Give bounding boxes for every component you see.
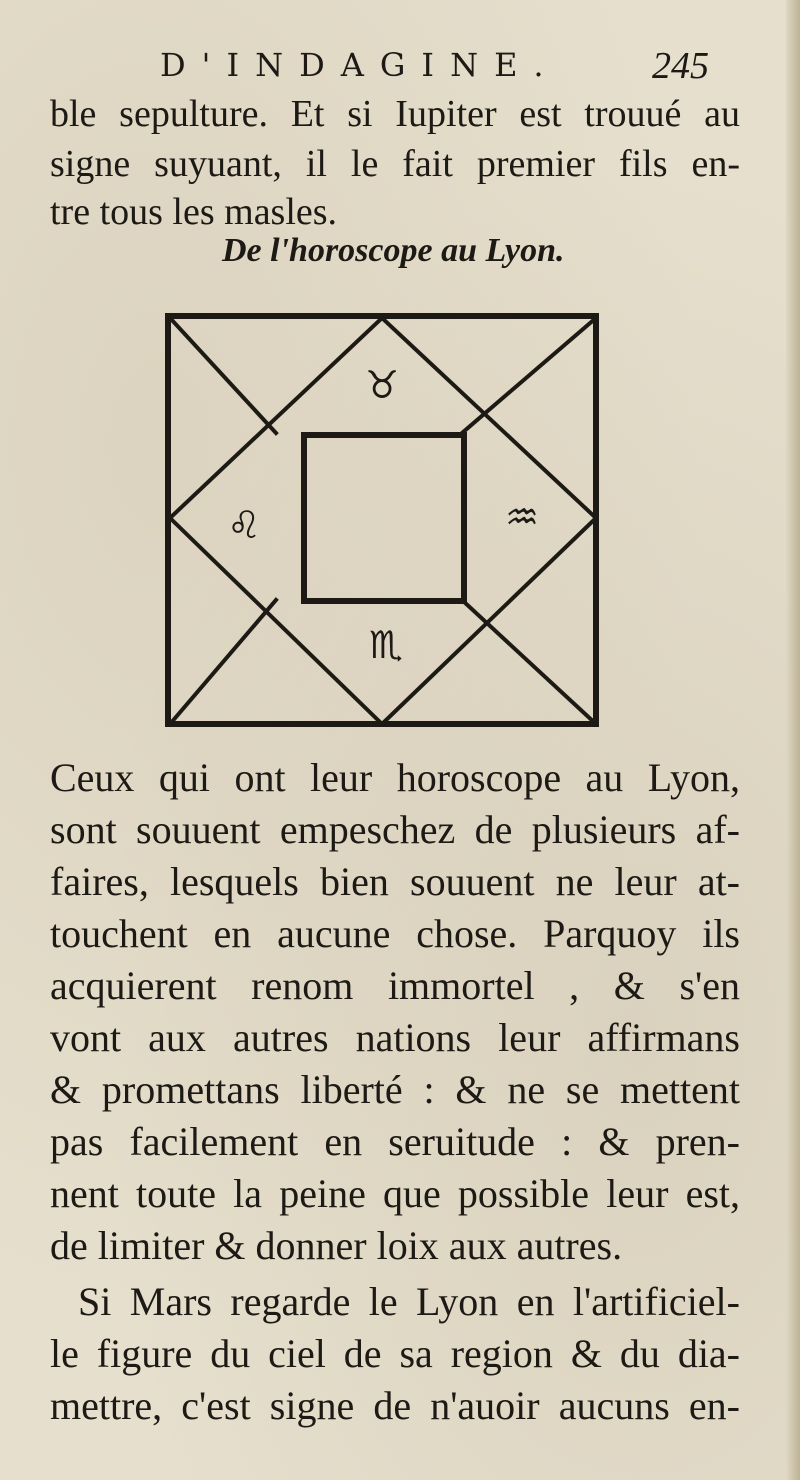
page-edge	[786, 0, 800, 1480]
text-line: tre tous les masles.	[50, 191, 338, 233]
text-line: & promettans liberté : & ne se mettent	[50, 1067, 740, 1112]
text-line: touchent en aucune chose. Parquoy ils	[50, 911, 740, 956]
diamond-line	[170, 518, 382, 724]
corner-line	[170, 318, 276, 433]
taurus-sign: ♉	[364, 363, 400, 407]
text-line: Ceux qui ont leur horoscope au Lyon,	[50, 755, 740, 800]
page-number: 245	[652, 45, 709, 87]
leo-sign: ♌	[226, 503, 262, 547]
corner-line	[170, 600, 276, 724]
text-line: acquierent renom immortel , & s'en	[50, 963, 740, 1008]
diamond-line	[170, 318, 382, 518]
text-line: pas facilement en seruitude : & pren-	[50, 1119, 740, 1164]
text-line: faires, lesquels bien souuent ne leur at-	[50, 859, 740, 904]
text-line: de limiter & donner loix aux autres.	[50, 1223, 623, 1268]
text-line: Si Mars regarde le Lyon en l'artificiel-	[78, 1279, 740, 1324]
text-line: vont aux autres nations leur affirmans	[50, 1015, 740, 1060]
text-line: ble sepulture. Et si Iupiter est trouué au	[50, 93, 740, 135]
figure-caption: De l'horoscope au Lyon.	[222, 232, 565, 269]
corner-line	[462, 600, 596, 724]
running-head: D'INDAGINE.	[160, 46, 560, 84]
text-line: sont souuent empeschez de plusieurs af-	[50, 807, 740, 852]
horoscope-diagram	[160, 308, 606, 734]
text-line: signe suyuant, il le fait premier fils en-	[50, 143, 740, 185]
aquarius-sign: ♒	[504, 495, 540, 539]
corner-line	[462, 318, 596, 433]
inner-square	[304, 435, 464, 601]
scorpio-sign: ♏	[368, 623, 404, 667]
text-line: mettre, c'est signe de n'auoir aucuns en-	[50, 1383, 740, 1428]
text-line: le figure du ciel de sa region & du dia-	[50, 1331, 740, 1376]
text-line: nent toute la peine que possible leur est,	[50, 1171, 740, 1216]
